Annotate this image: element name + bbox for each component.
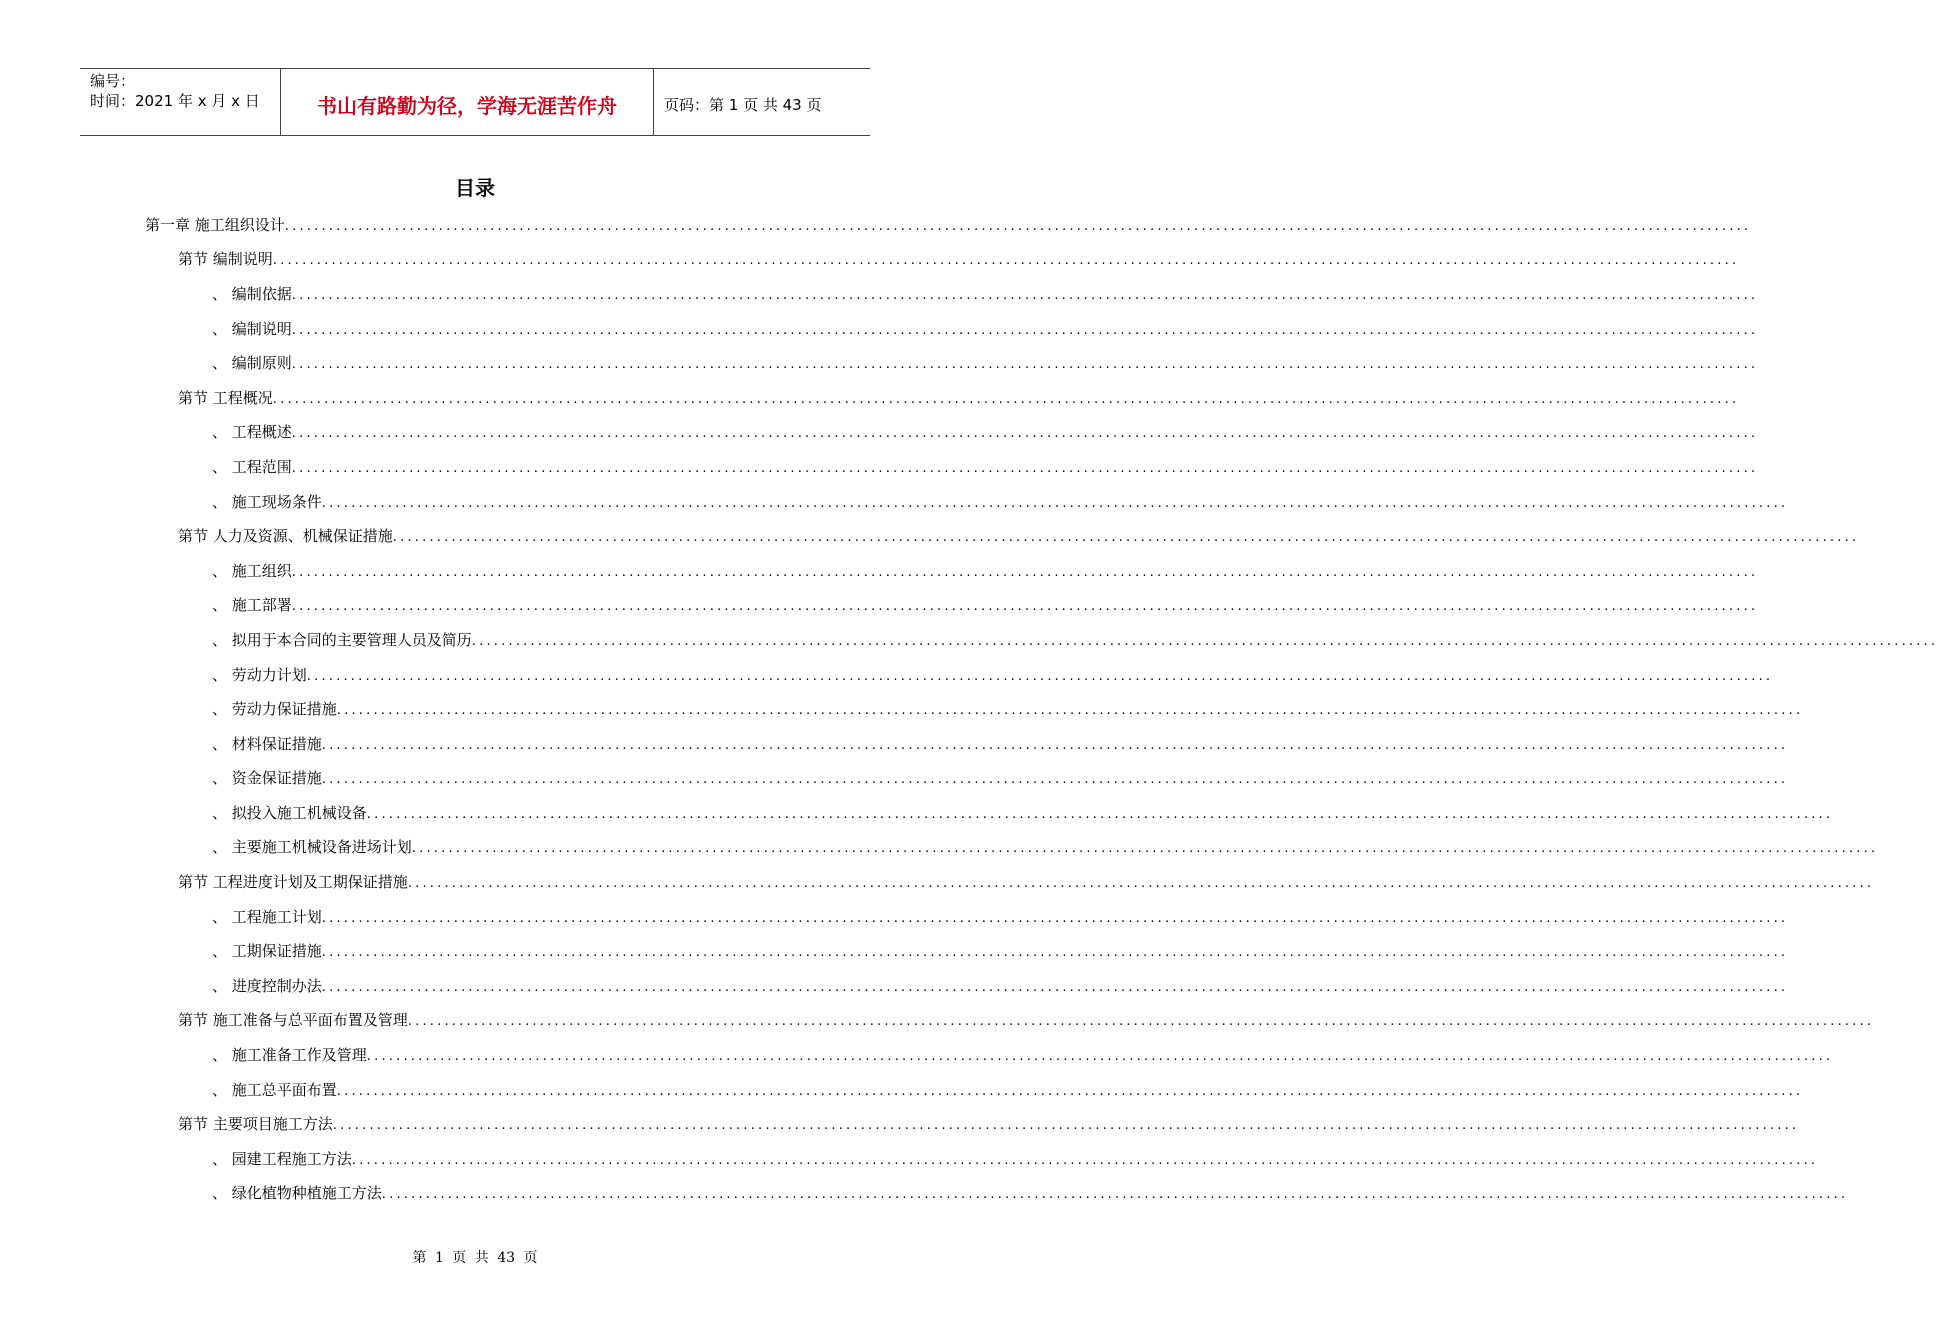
header-motto: 书山有路勤为径，学海无涯苦作舟 xyxy=(281,69,654,135)
toc-entry[interactable] xyxy=(0,484,1789,519)
toc-leader-dots: ........................................................................................................................................................................................................ xyxy=(351,1152,1819,1168)
toc-entry-label: 、 施工部署 xyxy=(212,596,292,615)
toc-entry-label: 、 主要施工机械设备进场计划 xyxy=(212,838,412,857)
toc-entry[interactable] xyxy=(0,1003,1875,1038)
toc-entry-label: 、 拟投入施工机械设备 xyxy=(212,803,367,822)
page-footer: 第 1 页 共 43 页 xyxy=(412,1250,538,1266)
toc-entry-label: 、 劳动力保证措施 xyxy=(212,700,337,719)
toc-entry-label: 第节 主要项目施工方法 xyxy=(178,1115,333,1134)
toc-entry-label: 、 工程概述 xyxy=(212,423,292,442)
toc-leader-dots: ........................................................................................................................................................................................................ xyxy=(321,945,1789,961)
toc-entry-label: 第节 工程进度计划及工期保证措施 xyxy=(178,873,408,892)
toc-leader-dots: ........................................................................................................................................................................................................ xyxy=(392,530,1860,546)
toc-leader-dots: ........................................................................................................................................................................................................ xyxy=(321,772,1789,788)
toc-leader-dots: ........................................................................................................................................................................................................ xyxy=(407,876,1875,892)
toc-leader-dots: ........................................................................................................................................................................................................ xyxy=(306,668,1774,684)
date-label: 时间：2021 年 x 月 x 日 xyxy=(90,92,260,110)
toc-entry[interactable] xyxy=(0,553,1759,588)
toc-entry[interactable] xyxy=(0,1141,1819,1176)
toc-entry[interactable] xyxy=(0,864,1875,899)
table-of-contents xyxy=(0,207,1938,1210)
toc-leader-dots: ........................................................................................................................................................................................................ xyxy=(291,426,1759,442)
toc-entry-label: 、 工程范围 xyxy=(212,457,292,476)
toc-entry-label: 、 工期保证措施 xyxy=(212,942,322,961)
toc-entry-label: 第节 施工准备与总平面布置及管理 xyxy=(178,1011,408,1030)
toc-entry-label: 第节 工程概况 xyxy=(178,388,273,407)
toc-leader-dots: ........................................................................................................................................................................................................ xyxy=(321,910,1789,926)
toc-entry[interactable] xyxy=(0,380,1740,415)
toc-entry[interactable] xyxy=(0,415,1759,450)
toc-entry-label: 、 园建工程施工方法 xyxy=(212,1149,352,1168)
toc-entry-label: 、 资金保证措施 xyxy=(212,769,322,788)
toc-leader-dots: ........................................................................................................................................................................................................ xyxy=(291,357,1759,373)
toc-entry[interactable] xyxy=(0,276,1759,311)
toc-leader-dots: ........................................................................................................................................................................................................ xyxy=(366,1049,1834,1065)
toc-entry[interactable] xyxy=(0,1176,1849,1211)
toc-leader-dots: ........................................................................................................................................................................................................ xyxy=(284,218,1752,234)
toc-entry[interactable] xyxy=(0,518,1860,553)
toc-entry-label: 第节 编制说明 xyxy=(178,250,273,269)
header-page-info: 页码：第 1 页 共 43 页 xyxy=(664,95,822,114)
toc-leader-dots: ........................................................................................................................................................................................................ xyxy=(272,253,1740,269)
toc-entry[interactable] xyxy=(0,1106,1800,1141)
toc-entry-label: 、 施工总平面布置 xyxy=(212,1080,337,1099)
toc-entry-label: 、 绿化植物种植施工方法 xyxy=(212,1184,382,1203)
toc-entry-label: 、 编制依据 xyxy=(212,284,292,303)
toc-entry-label: 、 编制说明 xyxy=(212,319,292,338)
toc-entry-label: 、 施工准备工作及管理 xyxy=(212,1046,367,1065)
toc-entry[interactable] xyxy=(0,1072,1804,1107)
toc-entry[interactable] xyxy=(0,657,1774,692)
toc-entry[interactable] xyxy=(0,242,1740,277)
toc-leader-dots: ........................................................................................................................................................................................................ xyxy=(321,495,1789,511)
toc-entry[interactable] xyxy=(0,933,1789,968)
toc-entry[interactable] xyxy=(0,345,1759,380)
toc-leader-dots: ........................................................................................................................................................................................................ xyxy=(291,322,1759,338)
toc-leader-dots: ........................................................................................................................................................................................................ xyxy=(336,1083,1804,1099)
toc-leader-dots: ........................................................................................................................................................................................................ xyxy=(407,1014,1875,1030)
toc-entry-label: 、 工程施工计划 xyxy=(212,907,322,926)
toc-entry[interactable] xyxy=(0,830,1879,865)
toc-entry-label: 、 施工现场条件 xyxy=(212,492,322,511)
page-header xyxy=(80,68,870,136)
toc-leader-dots: ........................................................................................................................................................................................................ xyxy=(321,979,1789,995)
toc-entry[interactable] xyxy=(0,1037,1834,1072)
toc-leader-dots: ........................................................................................................................................................................................................ xyxy=(411,841,1879,857)
toc-leader-dots: ........................................................................................................................................................................................................ xyxy=(332,1118,1800,1134)
toc-leader-dots: ........................................................................................................................................................................................................ xyxy=(381,1187,1849,1203)
toc-entry[interactable] xyxy=(0,207,1752,242)
toc-entry-label: 、 劳动力计划 xyxy=(212,665,307,684)
toc-entry-label: 、 进度控制办法 xyxy=(212,976,322,995)
toc-entry-label: 、 施工组织 xyxy=(212,561,292,580)
toc-entry[interactable] xyxy=(0,449,1759,484)
toc-entry-label: 、 拟用于本合同的主要管理人员及简历 xyxy=(212,630,472,649)
toc-entry[interactable] xyxy=(0,761,1789,796)
toc-entry[interactable] xyxy=(0,795,1834,830)
toc-leader-dots: ........................................................................................................................................................................................................ xyxy=(291,564,1759,580)
toc-leader-dots: ........................................................................................................................................................................................................ xyxy=(366,806,1834,822)
header-meta xyxy=(80,69,281,135)
toc-leader-dots: ........................................................................................................................................................................................................ xyxy=(272,391,1740,407)
toc-entry[interactable] xyxy=(0,691,1804,726)
toc-entry-label: 、 编制原则 xyxy=(212,354,292,373)
toc-entry[interactable] xyxy=(0,899,1789,934)
toc-leader-dots: ........................................................................................................................................................................................................ xyxy=(291,287,1759,303)
toc-leader-dots: ........................................................................................................................................................................................................ xyxy=(471,633,1938,649)
toc-entry-label: 第节 人力及资源、机械保证措施 xyxy=(178,527,393,546)
toc-entry-label: 、 材料保证措施 xyxy=(212,734,322,753)
toc-leader-dots: ........................................................................................................................................................................................................ xyxy=(291,460,1759,476)
toc-leader-dots: ........................................................................................................................................................................................................ xyxy=(291,599,1759,615)
number-label: 编号： xyxy=(90,72,136,90)
toc-entry[interactable] xyxy=(0,311,1759,346)
toc-leader-dots: ........................................................................................................................................................................................................ xyxy=(321,737,1789,753)
toc-entry[interactable] xyxy=(0,622,1938,657)
toc-entry[interactable] xyxy=(0,588,1759,623)
toc-leader-dots: ........................................................................................................................................................................................................ xyxy=(336,703,1804,719)
toc-entry[interactable] xyxy=(0,968,1789,1003)
page-title: 目录 xyxy=(455,176,495,200)
toc-entry[interactable] xyxy=(0,726,1789,761)
toc-entry-label: 第一章 施工组织设计 xyxy=(145,215,285,234)
